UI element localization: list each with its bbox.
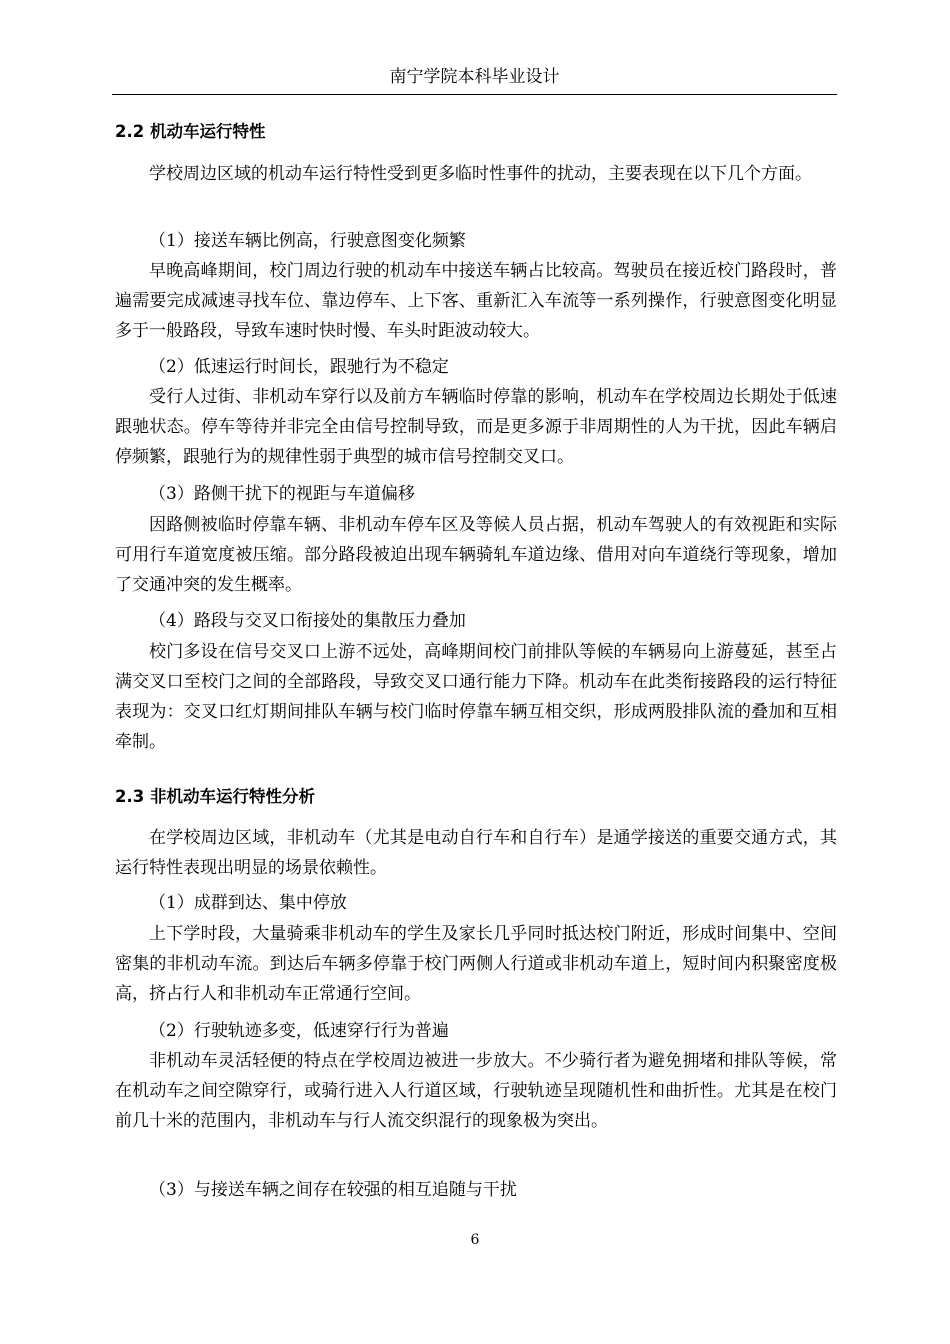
item-text-2-2-1: 早晚高峰期间，校门周边行驶的机动车中接送车辆占比较高。驾驶员在接近校门路段时，普遍需要完成减速寻找车位、靠边停车、上下客、重新汇入车流等一系列操作，行驶意图变化明显多于一般路段，导致车速时快时慢、车头时距波动较大。 bbox=[115, 261, 837, 341]
item-text-2-3-1: 上下学时段，大量骑乘非机动车的学生及家长几乎同时抵达校门附近，形成时间集中、空间密集的非机动车流。到达后车辆多停靠于校门两侧人行道或非机动车道上，短时间内积聚密度极高，挤占行人和非机动车正常通行空间。 bbox=[115, 924, 837, 1004]
item-title-2-2-1: （1）接送车辆比例高，行驶意图变化频繁 bbox=[149, 231, 466, 251]
item-title-2-3-2: （2）行驶轨迹多变，低速穿行行为普遍 bbox=[149, 1021, 449, 1041]
item-title-2-3-1: （1）成群到达、集中停放 bbox=[149, 893, 347, 913]
item-text-2-2-2: 受行人过街、非机动车穿行以及前方车辆临时停靠的影响，机动车在学校周边长期处于低速跟驰状态。停车等待并非完全由信号控制导致，而是更多源于非周期性的人为干扰，因此车辆启停频繁，跟驰行为的规律性弱于典型的城市信号控制交叉口。 bbox=[115, 387, 837, 467]
section-2-3-intro: 在学校周边区域，非机动车（尤其是电动自行车和自行车）是通学接送的重要交通方式，其运行特性表现出明显的场景依赖性。 bbox=[115, 828, 837, 878]
item-title-2-2-3: （3）路侧干扰下的视距与车道偏移 bbox=[149, 484, 415, 504]
item-title-2-2-2: （2）低速运行时间长，跟驰行为不稳定 bbox=[149, 357, 449, 377]
item-text-2-2-3: 因路侧被临时停靠车辆、非机动车停车区及等候人员占据，机动车驾驶人的有效视距和实际可用行车道宽度被压缩。部分路段被迫出现车辆骑轧车道边缘、借用对向车道绕行等现象，增加了交通冲突的发生概率。 bbox=[115, 515, 837, 595]
header-title: 南宁学院本科毕业设计 bbox=[389, 67, 560, 87]
item-text-2-3-2: 非机动车灵活轻便的特点在学校周边被进一步放大。不少骑行者为避免拥堵和排队等候，常在机动车之间空隙穿行，或骑行进入人行道区域，行驶轨迹呈现随机性和曲折性。尤其是在校门前几十米的范围内，非机动车与行人流交织混行的现象极为突出。 bbox=[115, 1051, 837, 1131]
section-heading-2-3: 2.3 非机动车运行特性分析 bbox=[115, 787, 315, 806]
page-header bbox=[112, 66, 837, 95]
item-title-2-3-3: （3）与接送车辆之间存在较强的相互追随与干扰 bbox=[149, 1180, 517, 1200]
item-title-2-2-4: （4）路段与交叉口衔接处的集散压力叠加 bbox=[149, 611, 466, 631]
page-number: 6 bbox=[470, 1232, 480, 1248]
section-heading-2-2: 2.2 机动车运行特性 bbox=[115, 122, 266, 141]
item-text-2-2-4: 校门多设在信号交叉口上游不远处，高峰期间校门前排队等候的车辆易向上游蔓延，甚至占满交叉口至校门之间的全部路段，导致交叉口通行能力下降。机动车在此类衔接路段的运行特征表现为：交叉口红灯期间排队车辆与校门临时停靠车辆互相交织，形成两股排队流的叠加和互相牵制。 bbox=[115, 642, 837, 752]
section-2-2-intro: 学校周边区域的机动车运行特性受到更多临时性事件的扰动，主要表现在以下几个方面。 bbox=[149, 164, 812, 184]
